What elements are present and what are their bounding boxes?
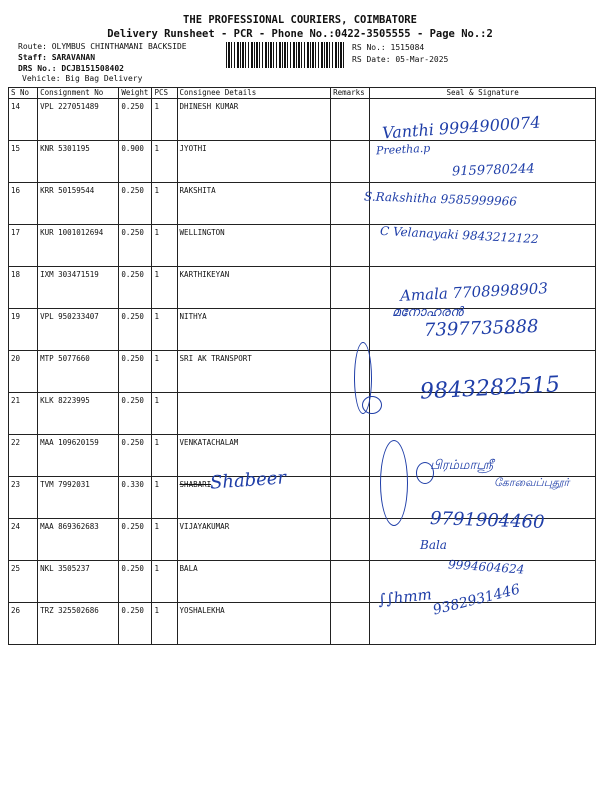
handwriting-row24-loop xyxy=(380,440,408,526)
cell-consignment: MTP 5077660 xyxy=(38,351,119,393)
cell-consignment: VPL 227051489 xyxy=(38,99,119,141)
cell-pcs: 1 xyxy=(152,99,177,141)
cell-weight: 0.250 xyxy=(119,435,152,477)
cell-sno: 24 xyxy=(9,519,38,561)
cell-remarks xyxy=(331,519,370,561)
cell-pcs: 1 xyxy=(152,393,177,435)
cell-remarks xyxy=(331,603,370,645)
cell-remarks xyxy=(331,561,370,603)
cell-consignment: KLK 8223995 xyxy=(38,393,119,435)
col-consignee: Consignee Details xyxy=(177,88,331,99)
cell-consignee: KARTHIKEYAN xyxy=(177,267,331,309)
cell-pcs: 1 xyxy=(152,141,177,183)
cell-consignment: TRZ 325502686 xyxy=(38,603,119,645)
cell-sno: 14 xyxy=(9,99,38,141)
drs-number: DRS No.: DCJB151508402 xyxy=(18,64,124,73)
cell-weight: 0.250 xyxy=(119,225,152,267)
cell-consignment: KNR 5301195 xyxy=(38,141,119,183)
cell-consignee: VENKATACHALAM xyxy=(177,435,331,477)
cell-remarks xyxy=(331,225,370,267)
handwriting-row21-circle xyxy=(362,396,382,414)
cell-weight: 0.250 xyxy=(119,393,152,435)
cell-consignment: TVM 7992031 xyxy=(38,477,119,519)
cell-weight: 0.250 xyxy=(119,519,152,561)
cell-weight: 0.250 xyxy=(119,351,152,393)
cell-sno: 26 xyxy=(9,603,38,645)
handwriting-row25-name: Bala xyxy=(420,538,447,552)
handwriting-row25-phone: 9994604624 xyxy=(447,557,525,577)
route-label: Route: OLYMBUS CHINTHAMANI BACKSIDE xyxy=(18,42,187,51)
cell-consignee: VIJAYAKUMAR xyxy=(177,519,331,561)
cell-consignment: IXM 303471519 xyxy=(38,267,119,309)
handwriting-row19-name: മനോഹരൻ xyxy=(392,305,463,320)
col-pcs: PCS xyxy=(152,88,177,99)
company-title: THE PROFESSIONAL COURIERS, COIMBATORE xyxy=(183,14,417,26)
handwriting-row19-phone: 7397735888 xyxy=(423,316,539,341)
cell-pcs: 1 xyxy=(152,267,177,309)
cell-signature xyxy=(370,603,596,645)
table-row xyxy=(9,435,596,477)
staff-label: Staff: SARAVANAN xyxy=(18,53,96,62)
table-row xyxy=(9,603,596,645)
cell-remarks xyxy=(331,477,370,519)
cell-consignment: VPL 950233407 xyxy=(38,309,119,351)
runsheet-title: Delivery Runsheet - PCR - Phone No.:0422-3505555 - Page No.:2 xyxy=(107,28,493,40)
handwriting-row23-script: பிரம்மாஸ்ரீ xyxy=(430,458,494,473)
cell-sno: 22 xyxy=(9,435,38,477)
cell-sno: 16 xyxy=(9,183,38,225)
handwriting-row24: 9791904460 xyxy=(429,508,545,533)
cell-pcs: 1 xyxy=(152,183,177,225)
cell-consignment: MAA 869362683 xyxy=(38,519,119,561)
handwriting-row14: Vanthi 9994900074 xyxy=(381,112,542,143)
cell-pcs: 1 xyxy=(152,519,177,561)
rs-date: RS Date: 05-Mar-2025 xyxy=(352,55,449,64)
cell-weight: 0.250 xyxy=(119,267,152,309)
cell-consignee: NITHYA xyxy=(177,309,331,351)
cell-consignee: SRI AK TRANSPORT xyxy=(177,351,331,393)
cell-consignee xyxy=(177,393,331,435)
handwriting-row26-signature: ∫∫hmm xyxy=(377,585,433,609)
vehicle-label: Vehicle: Big Bag Delivery xyxy=(22,74,143,83)
cell-weight: 0.250 xyxy=(119,561,152,603)
handwriting-row21: 9843282515 xyxy=(419,372,561,405)
cell-pcs: 1 xyxy=(152,561,177,603)
handwriting-row16: S.Rakshitha 9585999966 xyxy=(363,189,518,209)
cell-sno: 21 xyxy=(9,393,38,435)
cell-consignment: KRR 50159544 xyxy=(38,183,119,225)
handwriting-row18: Amala 7708998903 xyxy=(399,279,549,305)
cell-pcs: 1 xyxy=(152,225,177,267)
cell-consignee: YOSHALEKHA xyxy=(177,603,331,645)
cell-remarks xyxy=(331,267,370,309)
col-consignment: Consignment No xyxy=(38,88,119,99)
handwriting-row26-phone: 9382931446 xyxy=(431,581,522,619)
cell-weight: 0.250 xyxy=(119,309,152,351)
cell-consignee: DHINESH KUMAR xyxy=(177,99,331,141)
cell-sno: 23 xyxy=(9,477,38,519)
cell-sno: 25 xyxy=(9,561,38,603)
col-remarks: Remarks xyxy=(331,88,370,99)
cell-sno: 17 xyxy=(9,225,38,267)
cell-sno: 20 xyxy=(9,351,38,393)
table-header-row xyxy=(9,88,596,99)
col-signature: Seal & Signature xyxy=(370,88,596,99)
cell-pcs: 1 xyxy=(152,351,177,393)
handwriting-row23-circle xyxy=(416,462,434,484)
cell-weight: 0.250 xyxy=(119,603,152,645)
handwriting-row15-phone: 9159780244 xyxy=(451,161,535,180)
cell-consignee: RAKSHITA xyxy=(177,183,331,225)
handwriting-row17: C Velanayaki 9843212122 xyxy=(379,223,540,247)
col-sno: S No xyxy=(9,88,38,99)
handwriting-row23-name: Shabeer xyxy=(209,467,287,494)
cell-pcs: 1 xyxy=(152,309,177,351)
cell-weight: 0.900 xyxy=(119,141,152,183)
cell-consignee: JYOTHI xyxy=(177,141,331,183)
cell-remarks xyxy=(331,141,370,183)
cell-consignment: MAA 109620159 xyxy=(38,435,119,477)
cell-pcs: 1 xyxy=(152,435,177,477)
handwriting-row23-script2: கோவைப்புதூர் xyxy=(494,476,570,489)
cell-sno: 19 xyxy=(9,309,38,351)
cell-remarks xyxy=(331,435,370,477)
cell-consignment: NKL 3505237 xyxy=(38,561,119,603)
cell-sno: 15 xyxy=(9,141,38,183)
col-weight: Weight xyxy=(119,88,152,99)
cell-consignment: KUR 1001012694 xyxy=(38,225,119,267)
cell-pcs: 1 xyxy=(152,603,177,645)
cell-weight: 0.250 xyxy=(119,183,152,225)
handwriting-row15-name: Preetha.p xyxy=(375,141,431,158)
barcode xyxy=(226,42,346,68)
cell-weight: 0.250 xyxy=(119,99,152,141)
cell-sno: 18 xyxy=(9,267,38,309)
cell-pcs: 1 xyxy=(152,477,177,519)
cell-consignee: BALA xyxy=(177,561,331,603)
cell-consignee: SHABARI xyxy=(177,477,331,519)
cell-weight: 0.330 xyxy=(119,477,152,519)
rs-number: RS No.: 1515084 xyxy=(352,43,425,52)
cell-remarks xyxy=(331,99,370,141)
cell-consignee: WELLINGTON xyxy=(177,225,331,267)
